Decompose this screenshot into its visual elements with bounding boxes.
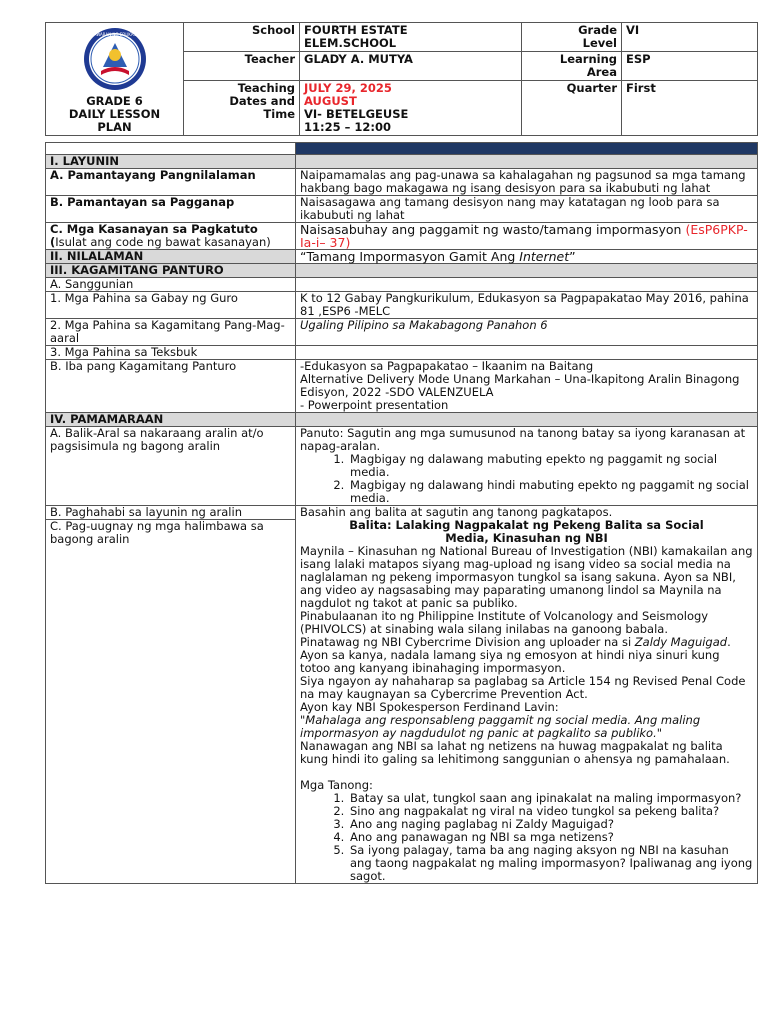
row-label: 3. Mga Pahina sa Teksbuk: [46, 346, 296, 360]
table-row: [46, 196, 758, 223]
plan-title-line: GRADE 6: [86, 94, 143, 108]
learning-area-value: ESP: [622, 52, 758, 81]
school-label: School: [184, 23, 300, 52]
teacher-label: Teacher: [184, 52, 300, 81]
header-table: [45, 22, 758, 136]
section-pamamaraan: IV. PAMAMARAAN: [46, 413, 758, 427]
plan-title-line: PLAN: [97, 120, 132, 134]
list-item: 1. Batay sa ulat, tungkol saan ang ipinakalat na maling impormasyon?: [348, 792, 753, 805]
table-row: [46, 346, 758, 360]
quarter-value: First: [622, 81, 758, 136]
table-row: [46, 319, 758, 346]
dates-label: Teaching Dates and Time: [184, 81, 300, 136]
section-layunin: I. LAYUNIN: [46, 155, 758, 169]
row-value: Ugaling Pilipino sa Makabagong Panahon 6: [296, 319, 758, 346]
table-top-bar: [46, 143, 758, 155]
grade-level-value: VI: [622, 23, 758, 52]
table-row: [46, 278, 758, 292]
row-label: B. Paghahabi sa layunin ng aralin C. Pag-uugnay ng mga halimbawa sa bagong aralin: [46, 506, 296, 884]
list-item: 1. Magbigay ng dalawang mabuting epekto ng paggamit ng social media.: [348, 453, 753, 479]
teacher-value: GLADY A. MUTYA: [300, 52, 522, 81]
row-label: C. Mga Kasanayan sa Pagkatuto (Isulat ang code ng bawat kasanayan): [46, 223, 296, 250]
row-label: A. Balik-Aral sa nakaraang aralin at/o pagsisimula ng bagong aralin: [46, 427, 296, 506]
competency-code: (EsP6PKP- Ia-i– 37): [300, 222, 748, 250]
row-label: A. Sanggunian: [46, 278, 296, 292]
row-label: A. Pamantayang Pangnilalaman: [46, 169, 296, 196]
quarter-label: Quarter: [522, 81, 622, 136]
list-item: 4. Ano ang panawagan ng NBI sa mga netizens?: [348, 831, 753, 844]
section-nilalaman: II. NILALAMAN “Tamang Impormasyon Gamit Ang Internet”: [46, 250, 758, 264]
row-label: B. Pamantayan sa Pagganap: [46, 196, 296, 223]
logo-cell: [46, 23, 184, 136]
row-value: -Edukasyon sa Pagpapakatao – Ikaanim na Baitang Alternative Delivery Mode Unang Markahan – Una-Ikapitong Aralin Binagong Edisyon, 2022 -SDO VALENZUELA - Powerpoint presentation: [296, 360, 758, 413]
table-row: [46, 427, 758, 506]
list-item: 5. Sa iyong palagay, tama ba ang naging aksyon ng NBI na kasuhan ang taong nagpakalat ng maling impormasyon? Ipaliwanag ang iyong sagot.: [348, 844, 753, 883]
row-value: Basahin ang balita at sagutin ang tanong pagkatapos. Balita: Lalaking Nagpakalat ng Pekeng Balita sa Social Media, Kinasuhan ng NBI Maynila – Kinasuhan ng National Bureau of Investigation (NBI) kamakailan ang isang lalaki matapos siyang mag-upload ng isang video sa social media na naglalaman ng pekeng impormasyon tungkol sa isang sakuna. Ayon sa NBI, ang video ay nagsasabing may paparating umanong lindol sa Maynila na nagdulot ng takot at panic sa publiko. Pinabulaanan ito ng Philippine Institute of Volcanology and Seismology (PHIVOLCS) at sinabing wala silang inilabas na ganoong babala. Pinatawag ng NBI Cybercrime Division ang uploader na si Zaldy Maguigad. Ayon sa kanya, nadala lamang siya ng emosyon at hindi niya sinuri kung totoo ang kanyang ibinahaging impormasyon. Siya ngayon ay nahaharap sa paglabag sa Article 154 ng Revised Penal Code na may kaugnayan sa Cybercrime Prevention Act. Ayon kay NBI Spokesperson Ferdinand Lavin: "Mahalaga ang responsableng paggamit ng social media. Ang maling impormasyon ay nagdudulot ng panic at pagkalito sa publiko." Nanawagan ang NBI sa lahat ng netizens na huwag magpakalat ng balita kung hindi ito galing sa lehitimong sanggunian o ahensya ng pamahalaan. Mga Tanong: 1. Batay sa ulat, tungkol saan ang ipinakalat na maling impormasyon? 2. Sino ang nagpakalat ng viral na video tungkol sa pekeng balita? 3. Ano ang naging paglabag ni Zaldy Maguigad? 4. Ano ang panawagan ng NBI sa mga netizens? 5. Sa iyong palagay, tama ba ang naging aksyon ng NBI na kasuhan ang taong nagpakalat ng maling impormasyon? Ipaliwanag ang iyong sagot.: [296, 506, 758, 884]
list-item: 3. Ano ang naging paglabag ni Zaldy Maguigad?: [348, 818, 753, 831]
dates-value: JULY 29, 2025 AUGUST VI- BETELGEUSE 11:25 – 12:00: [300, 81, 522, 136]
table-row: [46, 506, 758, 884]
plan-title-line: DAILY LESSON: [68, 107, 161, 121]
table-row: [46, 223, 758, 250]
row-label: 2. Mga Pahina sa Kagamitang Pang-Mag-aaral: [46, 319, 296, 346]
learning-area-label: Learning Area: [522, 52, 622, 81]
list-item: 2. Magbigay ng dalawang hindi mabuting epekto ng paggamit ng social media.: [348, 479, 753, 505]
row-label: 1. Mga Pahina sa Gabay ng Guro: [46, 292, 296, 319]
row-value: Naisasabuhay ang paggamit ng wasto/tamang impormasyon (EsP6PKP- Ia-i– 37): [296, 223, 758, 250]
row-value: K to 12 Gabay Pangkurikulum, Edukasyon sa Pagpapakatao May 2016, pahina 81 ,ESP6 -MELC: [296, 292, 758, 319]
lesson-plan-table: [45, 142, 758, 884]
list-item: 2. Sino ang nagpakalat ng viral na video tungkol sa pekeng balita?: [348, 805, 753, 818]
news-title: Balita: Lalaking Nagpakalat ng Pekeng Balita sa Social Media, Kinasuhan ng NBI: [349, 518, 704, 545]
row-value: Naipamamalas ang pag-unawa sa kahalagahan ng pagsunod sa mga tamang hakbang bago makagawa ng isang desisyon para sa ikabubuti ng lahat: [296, 169, 758, 196]
table-row: [46, 360, 758, 413]
table-row: [46, 169, 758, 196]
table-row: [46, 292, 758, 319]
deped-seal-icon: [83, 27, 147, 91]
row-value: Naisasagawa ang tamang desisyon nang may katatagan ng loob para sa ikabubuti ng lahat: [296, 196, 758, 223]
svg-text:KAGAWARAN NG EDUKASYON: KAGAWARAN NG EDUKASYON: [84, 32, 145, 37]
school-value: FOURTH ESTATE ELEM.SCHOOL: [300, 23, 522, 52]
row-value: Panuto: Sagutin ang mga sumusunod na tanong batay sa iyong karanasan at napag-aralan. 1. Magbigay ng dalawang mabuting epekto ng paggamit ng social media. 2. Magbigay ng dalawang hindi mabuting epekto ng paggamit ng social media.: [296, 427, 758, 506]
section-kagamitang-panturo: III. KAGAMITANG PANTURO: [46, 264, 758, 278]
grade-level-label: Grade Level: [522, 23, 622, 52]
row-label: B. Iba pang Kagamitang Panturo: [46, 360, 296, 413]
